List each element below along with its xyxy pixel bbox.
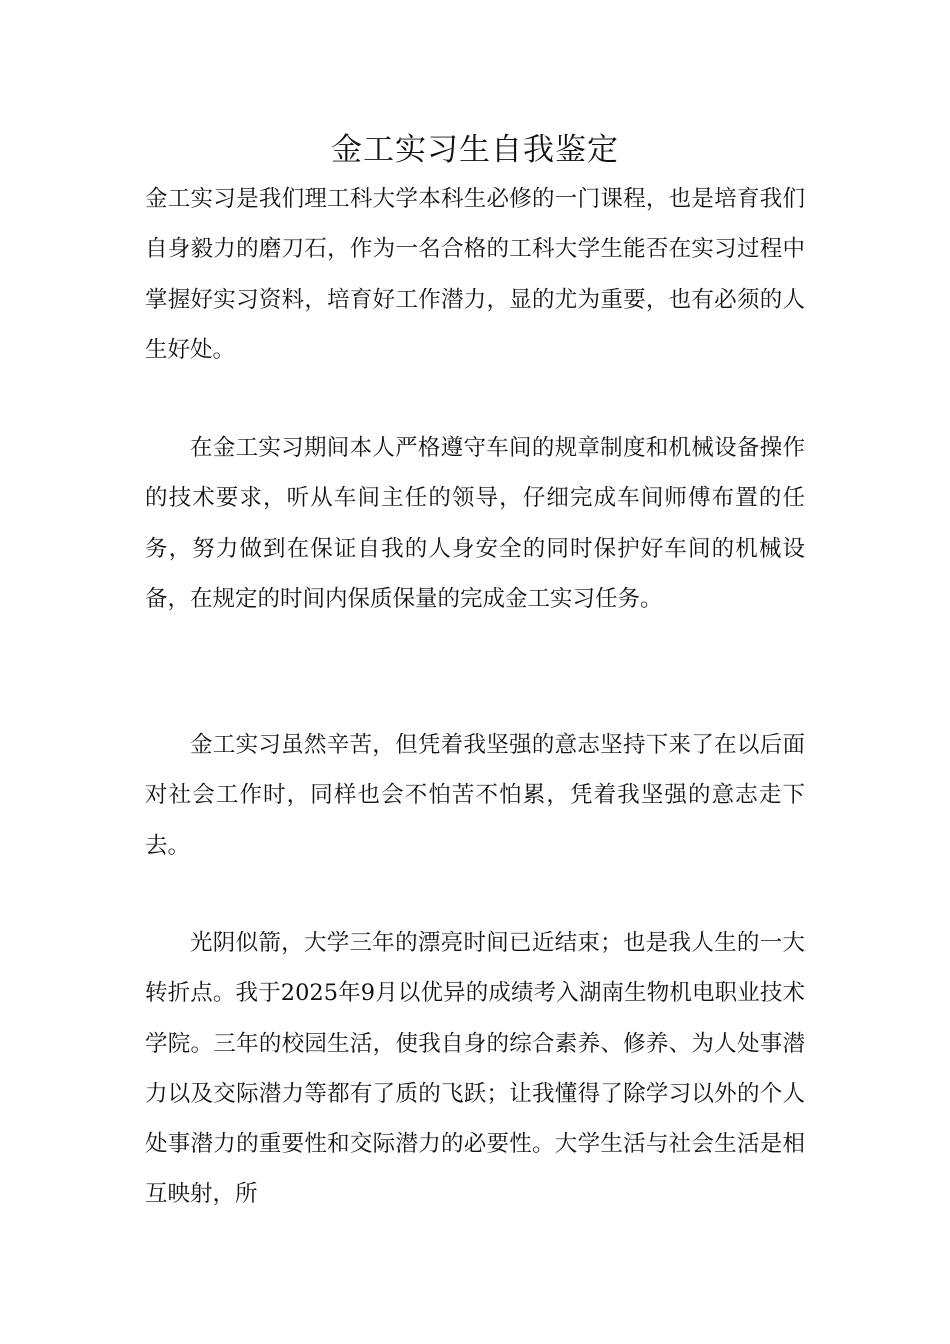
paragraph-perseverance: 金工实习虽然辛苦，但凭着我坚强的意志坚持下来了在以后面对社会工作时，同样也会不怕苦不怕累，凭着我坚强的意志走下去。 [145, 732, 805, 859]
paragraph-intro: 金工实习是我们理工科大学本科生必修的一门课程，也是培育我们自身毅力的磨刀石，作为一名合格的工科大学生能否在实习过程中掌握好实习资料，培育好工作潜力，显的尤为重要，也有必须的人生好处。 [145, 186, 805, 363]
document-title: 金工实习生自我鉴定 [331, 132, 619, 168]
paragraph-workshop-conduct: 在金工实习期间本人严格遵守车间的规章制度和机械设备操作的技术要求，听从车间主任的领导，仔细完成车间师傅布置的任务，努力做到在保证自我的人身安全的同时保护好车间的机械设备，在规定的时间内保质保量的完成金工实习任务。 [145, 435, 805, 612]
paragraph-college-reflection: 光阴似箭，大学三年的漂亮时间已近结束；也是我人生的一大转折点。我于2025年9月以优异的成绩考入湖南生物机电职业技术学院。三年的校园生活，使我自身的综合素养、修养、为人处事潜力以及交际潜力等都有了质的飞跃；让我懂得了除学习以外的个人处事潜力的重要性和交际潜力的必要性。大学生活与社会生活是相互映射，所 [145, 930, 805, 1208]
